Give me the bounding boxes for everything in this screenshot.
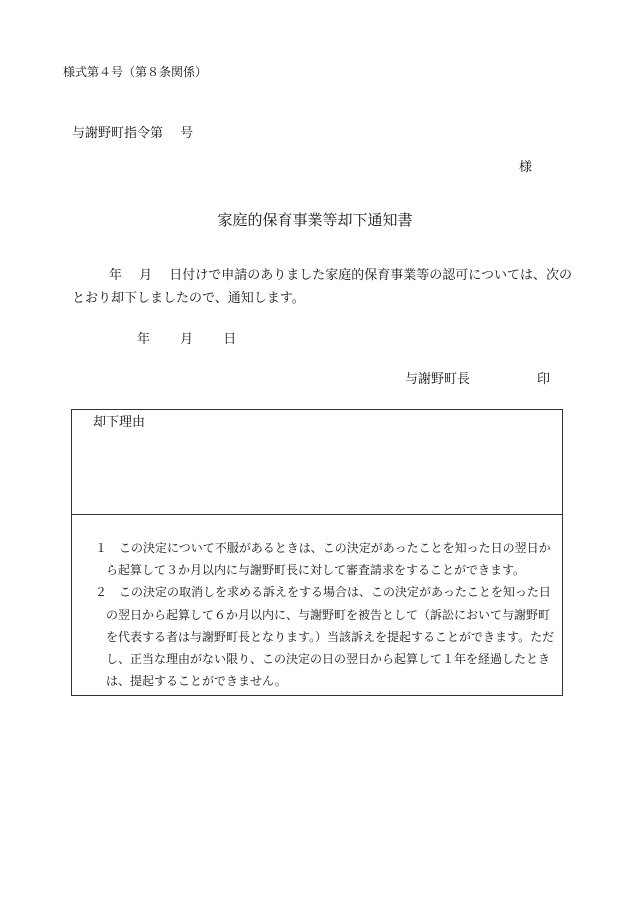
notice-item-1-line-1: １ この決定について不服があるときは、この決定があったことを知った日の翌日か (95, 541, 551, 555)
issuer-name: 与謝野町長 (405, 372, 471, 387)
appeal-notice-box (71, 514, 563, 696)
notice-item-1-line-2: ら起算して３か月以内に与謝野町長に対して審査請求をすることができます。 (106, 563, 526, 577)
issue-date: 年 月 日 (137, 332, 237, 347)
notice-item-2-line-1: ２ この決定の取消しを求める訴えをする場合は、この決定があったことを知った日 (95, 585, 551, 599)
notice-item-2-line-2: の翌日から起算して６か月以内に、与謝野町を被告として（訴訟において与謝野町 (106, 608, 551, 622)
notice-item-2-line-5: は、提起することができません。 (106, 674, 287, 688)
document-number: 与謝野町指令第 号 (72, 126, 194, 141)
seal-mark: 印 (537, 372, 551, 387)
notice-item-2-line-3: を代表する者は与謝野町長となります。）当該訴えを提起することができます。ただ (106, 630, 555, 644)
body-text-line-2: とおり却下しましたので、通知します。 (72, 291, 305, 306)
rejection-reason-box (71, 409, 563, 515)
body-text-line-1: 年 月 日付けで申請のありました家庭的保育事業等の認可については、次の (109, 268, 573, 283)
rejection-reason-label: 却下理由 (93, 415, 146, 430)
notice-item-2-line-4: し、正当な理由がない限り、この決定の日の翌日から起算して１年を経過したとき (106, 652, 551, 666)
recipient-honorific: 様 (519, 160, 533, 175)
document-title: 家庭的保育事業等却下通知書 (217, 211, 413, 229)
form-number: 様式第４号（第８条関係） (63, 65, 208, 79)
